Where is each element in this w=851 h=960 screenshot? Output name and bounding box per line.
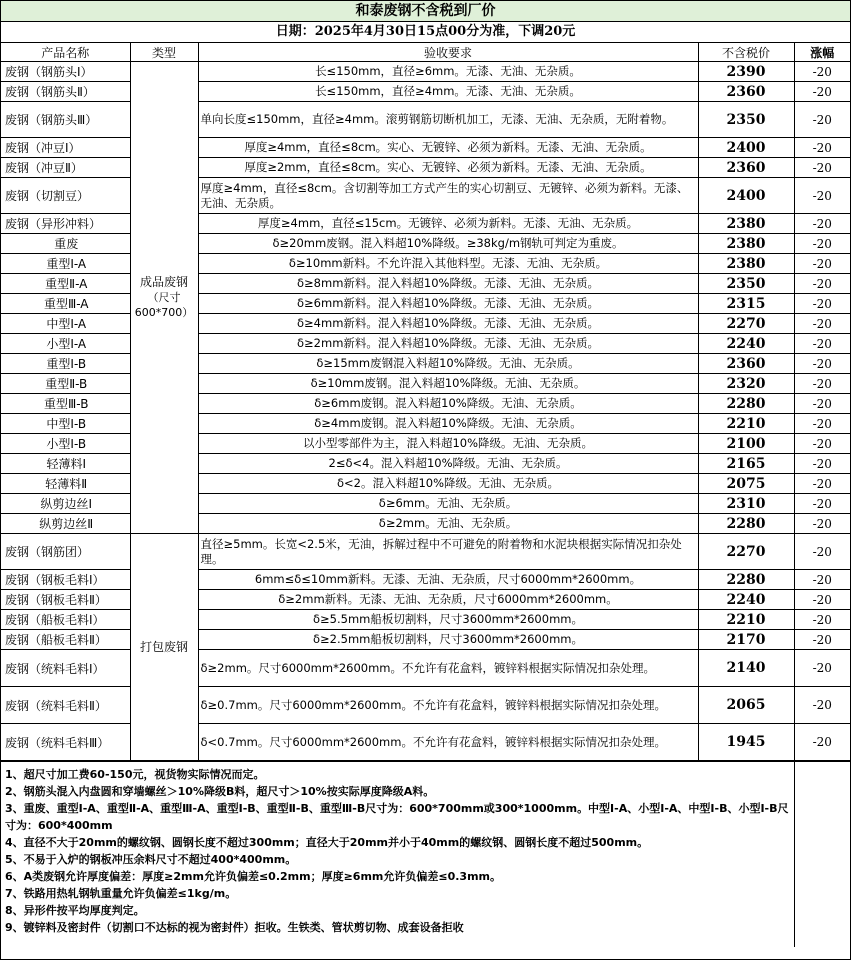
- requirement: δ≥0.7mm。尺寸6000mm*2600mm。不允许有花盒料，镀锌料根据实际情况扣杂处理。: [198, 687, 698, 724]
- table-row: [1, 414, 850, 434]
- requirement: δ<0.7mm。尺寸6000mm*2600mm。不允许有花盒料，镀锌料根据实际情况扣杂处理。: [198, 724, 698, 761]
- requirement: δ≥8mm新料。混入料超10%降级。无漆、无油、无杂质。: [198, 274, 698, 294]
- change-value: -20: [794, 274, 850, 294]
- requirement: δ≥10mm废钢。混入料超10%降级。无油、无杂质。: [198, 374, 698, 394]
- product-name: 重型Ⅲ-B: [1, 394, 130, 414]
- table-row: [1, 650, 850, 687]
- requirement: δ≥15mm废钢混入料超10%降级。无油、无杂质。: [198, 354, 698, 374]
- product-name: 废钢（异形冲料）: [1, 214, 130, 234]
- product-name: 纵剪边丝Ⅰ: [1, 494, 130, 514]
- product-name: 重型Ⅲ-A: [1, 294, 130, 314]
- note-item: 4、直径不大于20mm的螺纹钢、圆钢长度不超过300mm；直径大于20mm并小于40mm的螺纹钢、圆钢长度不超过500mm。: [5, 836, 649, 849]
- table-row: [1, 394, 850, 414]
- type-finished-label: 成品废钢: [139, 275, 188, 289]
- header-type: 类型: [130, 43, 198, 62]
- product-name: 废钢（钢板毛料Ⅰ）: [1, 570, 130, 590]
- requirement: δ≥2mm新料。混入料超10%降级。无漆、无油、无杂质。: [198, 334, 698, 354]
- price-table: [1, 43, 850, 761]
- change-value: -20: [794, 514, 850, 534]
- price-value: 2400: [698, 138, 794, 158]
- product-name: 废钢（切割豆）: [1, 178, 130, 214]
- price-value: 2270: [698, 314, 794, 334]
- price-value: 2280: [698, 514, 794, 534]
- product-name: 废钢（钢筋头Ⅰ）: [1, 62, 130, 82]
- price-value: 2270: [698, 534, 794, 570]
- product-name: 重废: [1, 234, 130, 254]
- table-row: [1, 474, 850, 494]
- requirement: 厚度≥2mm，直径≤8cm。实心、无镀锌、必须为新料。无漆、无油、无杂质。: [198, 158, 698, 178]
- product-name: 重型Ⅰ-B: [1, 354, 130, 374]
- product-name: 纵剪边丝Ⅱ: [1, 514, 130, 534]
- product-name: 废钢（统料毛料Ⅱ）: [1, 687, 130, 724]
- note-item: 1、超尺寸加工费60-150元，视货物实际情况而定。: [5, 768, 265, 781]
- table-row: [1, 158, 850, 178]
- type-bale: 打包废钢: [130, 534, 198, 761]
- notes-section: [1, 761, 850, 947]
- change-value: -20: [794, 178, 850, 214]
- price-value: 2240: [698, 334, 794, 354]
- price-value: 2075: [698, 474, 794, 494]
- table-row: [1, 570, 850, 590]
- table-row: [1, 82, 850, 102]
- notes-list: [1, 762, 790, 936]
- requirement: 厚度≥4mm，直径≤15cm。无镀锌、必须为新料。无漆、无油、无杂质。: [198, 214, 698, 234]
- requirement: 厚度≥4mm，直径≤8cm。含切割等加工方式产生的实心切割豆、无镀锌、必须为新料。无漆、无油、无杂质。: [198, 178, 698, 214]
- change-value: -20: [794, 234, 850, 254]
- change-value: -20: [794, 394, 850, 414]
- price-value: 2280: [698, 394, 794, 414]
- product-name: 废钢（船板毛料Ⅰ）: [1, 610, 130, 630]
- header-price: 不含税价: [698, 43, 794, 62]
- table-row: [1, 534, 850, 570]
- table-row: [1, 334, 850, 354]
- change-value: -20: [794, 82, 850, 102]
- price-value: 2360: [698, 82, 794, 102]
- note-item: 2、钢筋头混入内盘圆和穿墙螺丝＞10%降级B料，超尺寸＞10%按实际厚度降级A料。: [5, 785, 435, 798]
- price-value: 2210: [698, 414, 794, 434]
- requirement: δ≥6mm废钢。混入料超10%降级。无油、无杂质。: [198, 394, 698, 414]
- table-row: [1, 454, 850, 474]
- price-value: 2350: [698, 274, 794, 294]
- table-row: [1, 62, 850, 82]
- table-row: [1, 178, 850, 214]
- requirement: δ≥2mm。无油、无杂质。: [198, 514, 698, 534]
- table-row: [1, 434, 850, 454]
- table-row: [1, 214, 850, 234]
- requirement: 厚度≥4mm，直径≤8cm。实心、无镀锌、必须为新料。无漆、无油、无杂质。: [198, 138, 698, 158]
- table-row: [1, 274, 850, 294]
- product-name: 废钢（统料毛料Ⅰ）: [1, 650, 130, 687]
- table-row: [1, 102, 850, 138]
- table-row: [1, 590, 850, 610]
- product-name: 重型Ⅱ-B: [1, 374, 130, 394]
- price-value: 2310: [698, 494, 794, 514]
- header-requirements: 验收要求: [198, 43, 698, 62]
- product-name: 轻薄料Ⅰ: [1, 454, 130, 474]
- table-row: [1, 610, 850, 630]
- change-value: -20: [794, 610, 850, 630]
- product-name: 小型Ⅰ-B: [1, 434, 130, 454]
- price-value: 2400: [698, 178, 794, 214]
- product-name: 废钢（钢筋头Ⅱ）: [1, 82, 130, 102]
- change-value: -20: [794, 374, 850, 394]
- sheet-title: 和泰废钢不含税到厂价: [1, 1, 850, 22]
- price-value: 2240: [698, 590, 794, 610]
- table-row: [1, 234, 850, 254]
- requirement: 长≤150mm，直径≥6mm。无漆、无油、无杂质。: [198, 62, 698, 82]
- change-value: -20: [794, 650, 850, 687]
- requirement: 单向长度≤150mm，直径≥4mm。滚剪钢筋切断机加工，无漆、无油、无杂质，无附着物。: [198, 102, 698, 138]
- requirement: δ≥10mm新料。不允许混入其他料型。无漆、无油、无杂质。: [198, 254, 698, 274]
- product-name: 重型Ⅰ-A: [1, 254, 130, 274]
- change-value: -20: [794, 724, 850, 761]
- change-value: -20: [794, 454, 850, 474]
- change-value: -20: [794, 590, 850, 610]
- price-value: 2165: [698, 454, 794, 474]
- price-value: 2210: [698, 610, 794, 630]
- price-value: 1945: [698, 724, 794, 761]
- note-item: 7、铁路用热轧钢轨重量允许负偏差≤1kg/m。: [5, 887, 237, 900]
- table-row: [1, 254, 850, 274]
- note-item: 8、异形件按平均厚度判定。: [5, 904, 145, 917]
- change-value: -20: [794, 102, 850, 138]
- price-value: 2390: [698, 62, 794, 82]
- price-value: 2320: [698, 374, 794, 394]
- product-name: 废钢（船板毛料Ⅱ）: [1, 630, 130, 650]
- requirement: δ≥6mm新料。混入料超10%降级。无漆、无油、无杂质。: [198, 294, 698, 314]
- requirement: δ≥4mm新料。混入料超10%降级。无漆、无油、无杂质。: [198, 314, 698, 334]
- price-value: 2140: [698, 650, 794, 687]
- change-value: -20: [794, 354, 850, 374]
- change-value: -20: [794, 630, 850, 650]
- change-value: -20: [794, 314, 850, 334]
- requirement: 直径≥5mm。长宽<2.5米，无油，拆解过程中不可避免的附着物和水泥块根据实际情况扣杂处理。: [198, 534, 698, 570]
- product-name: 废钢（统料毛料Ⅲ）: [1, 724, 130, 761]
- date-line: 日期：2025年4月30日15点00分为准，下调20元: [1, 22, 850, 43]
- table-row: [1, 514, 850, 534]
- product-name: 重型Ⅱ-A: [1, 274, 130, 294]
- change-value: -20: [794, 62, 850, 82]
- price-value: 2350: [698, 102, 794, 138]
- product-name: 废钢（钢板毛料Ⅱ）: [1, 590, 130, 610]
- table-row: [1, 314, 850, 334]
- requirement: δ≥2.5mm船板切割料，尺寸3600mm*2600mm。: [198, 630, 698, 650]
- table-row: [1, 494, 850, 514]
- product-name: 废钢（冲豆Ⅰ）: [1, 138, 130, 158]
- product-name: 轻薄料Ⅱ: [1, 474, 130, 494]
- price-value: 2360: [698, 354, 794, 374]
- note-item: 9、镀锌料及密封件（切割口不达标的视为密封件）拒收。生铁类、管状剪切物、成套设备拒收: [5, 921, 464, 934]
- requirement: δ≥6mm。无油、无杂质。: [198, 494, 698, 514]
- price-value: 2380: [698, 254, 794, 274]
- product-name: 废钢（钢筋头Ⅲ）: [1, 102, 130, 138]
- requirement: δ≥5.5mm船板切割料，尺寸3600mm*2600mm。: [198, 610, 698, 630]
- requirement: δ<2。混入料超10%降级。无油、无杂质。: [198, 474, 698, 494]
- header-change: 涨幅: [794, 43, 850, 62]
- price-value: 2380: [698, 214, 794, 234]
- change-value: -20: [794, 138, 850, 158]
- requirement: δ≥4mm废钢。混入料超10%降级。无油、无杂质。: [198, 414, 698, 434]
- table-row: [1, 687, 850, 724]
- table-row: [1, 294, 850, 314]
- requirement: δ≥2mm新料。无漆、无油、无杂质，尺寸6000mm*2600mm。: [198, 590, 698, 610]
- change-value: -20: [794, 158, 850, 178]
- price-value: 2380: [698, 234, 794, 254]
- note-item: 3、重废、重型Ⅰ-A、重型Ⅱ-A、重型Ⅲ-A、重型Ⅰ-B、重型Ⅱ-B、重型Ⅲ-B尺寸为：600*700mm或300*1000mm。中型Ⅰ-A、小型Ⅰ-A、中型Ⅰ-B、小型Ⅰ-B尺寸为：600*400mm: [5, 802, 789, 832]
- requirement: δ≥2mm。尺寸6000mm*2600mm。不允许有花盒料，镀锌料根据实际情况扣杂处理。: [198, 650, 698, 687]
- note-item: 6、A类废钢允许厚度偏差：厚度≥2mm允许负偏差≤0.2mm；厚度≥6mm允许负偏差≤0.3mm。: [5, 870, 502, 883]
- change-value: -20: [794, 294, 850, 314]
- table-row: [1, 138, 850, 158]
- change-value: -20: [794, 414, 850, 434]
- product-name: 废钢（冲豆Ⅱ）: [1, 158, 130, 178]
- product-name: 小型Ⅰ-A: [1, 334, 130, 354]
- product-name: 废钢（钢筋团）: [1, 534, 130, 570]
- header-name: 产品名称: [1, 43, 130, 62]
- requirement: 2≤δ<4。混入料超10%降级。无油、无杂质。: [198, 454, 698, 474]
- change-value: -20: [794, 254, 850, 274]
- requirement: 以小型零部件为主，混入料超10%降级。无油、无杂质。: [198, 434, 698, 454]
- price-value: 2065: [698, 687, 794, 724]
- requirement: 长≤150mm，直径≥4mm。无漆、无油、无杂质。: [198, 82, 698, 102]
- change-value: -20: [794, 334, 850, 354]
- change-value: -20: [794, 474, 850, 494]
- table-row: [1, 724, 850, 761]
- change-value: -20: [794, 214, 850, 234]
- change-value: -20: [794, 570, 850, 590]
- change-value: -20: [794, 434, 850, 454]
- price-value: 2100: [698, 434, 794, 454]
- price-value: 2170: [698, 630, 794, 650]
- table-row: [1, 630, 850, 650]
- product-name: 中型Ⅰ-B: [1, 414, 130, 434]
- change-value: -20: [794, 534, 850, 570]
- price-value: 2360: [698, 158, 794, 178]
- table-row: [1, 354, 850, 374]
- table-row: [1, 374, 850, 394]
- type-finished-size: （尺寸600*700）: [134, 291, 194, 319]
- requirement: δ≥20mm废钢。混入料超10%降级。≥38kg/m钢轨可判定为重废。: [198, 234, 698, 254]
- price-value: 2315: [698, 294, 794, 314]
- change-value: -20: [794, 687, 850, 724]
- type-finished: [130, 62, 198, 534]
- product-name: 中型Ⅰ-A: [1, 314, 130, 334]
- note-item: 5、不易于入炉的钢板冲压余料尺寸不超过400*400mm。: [5, 853, 297, 866]
- price-value: 2280: [698, 570, 794, 590]
- requirement: 6mm≤δ≤10mm新料。无漆、无油、无杂质，尺寸6000mm*2600mm。: [198, 570, 698, 590]
- change-value: -20: [794, 494, 850, 514]
